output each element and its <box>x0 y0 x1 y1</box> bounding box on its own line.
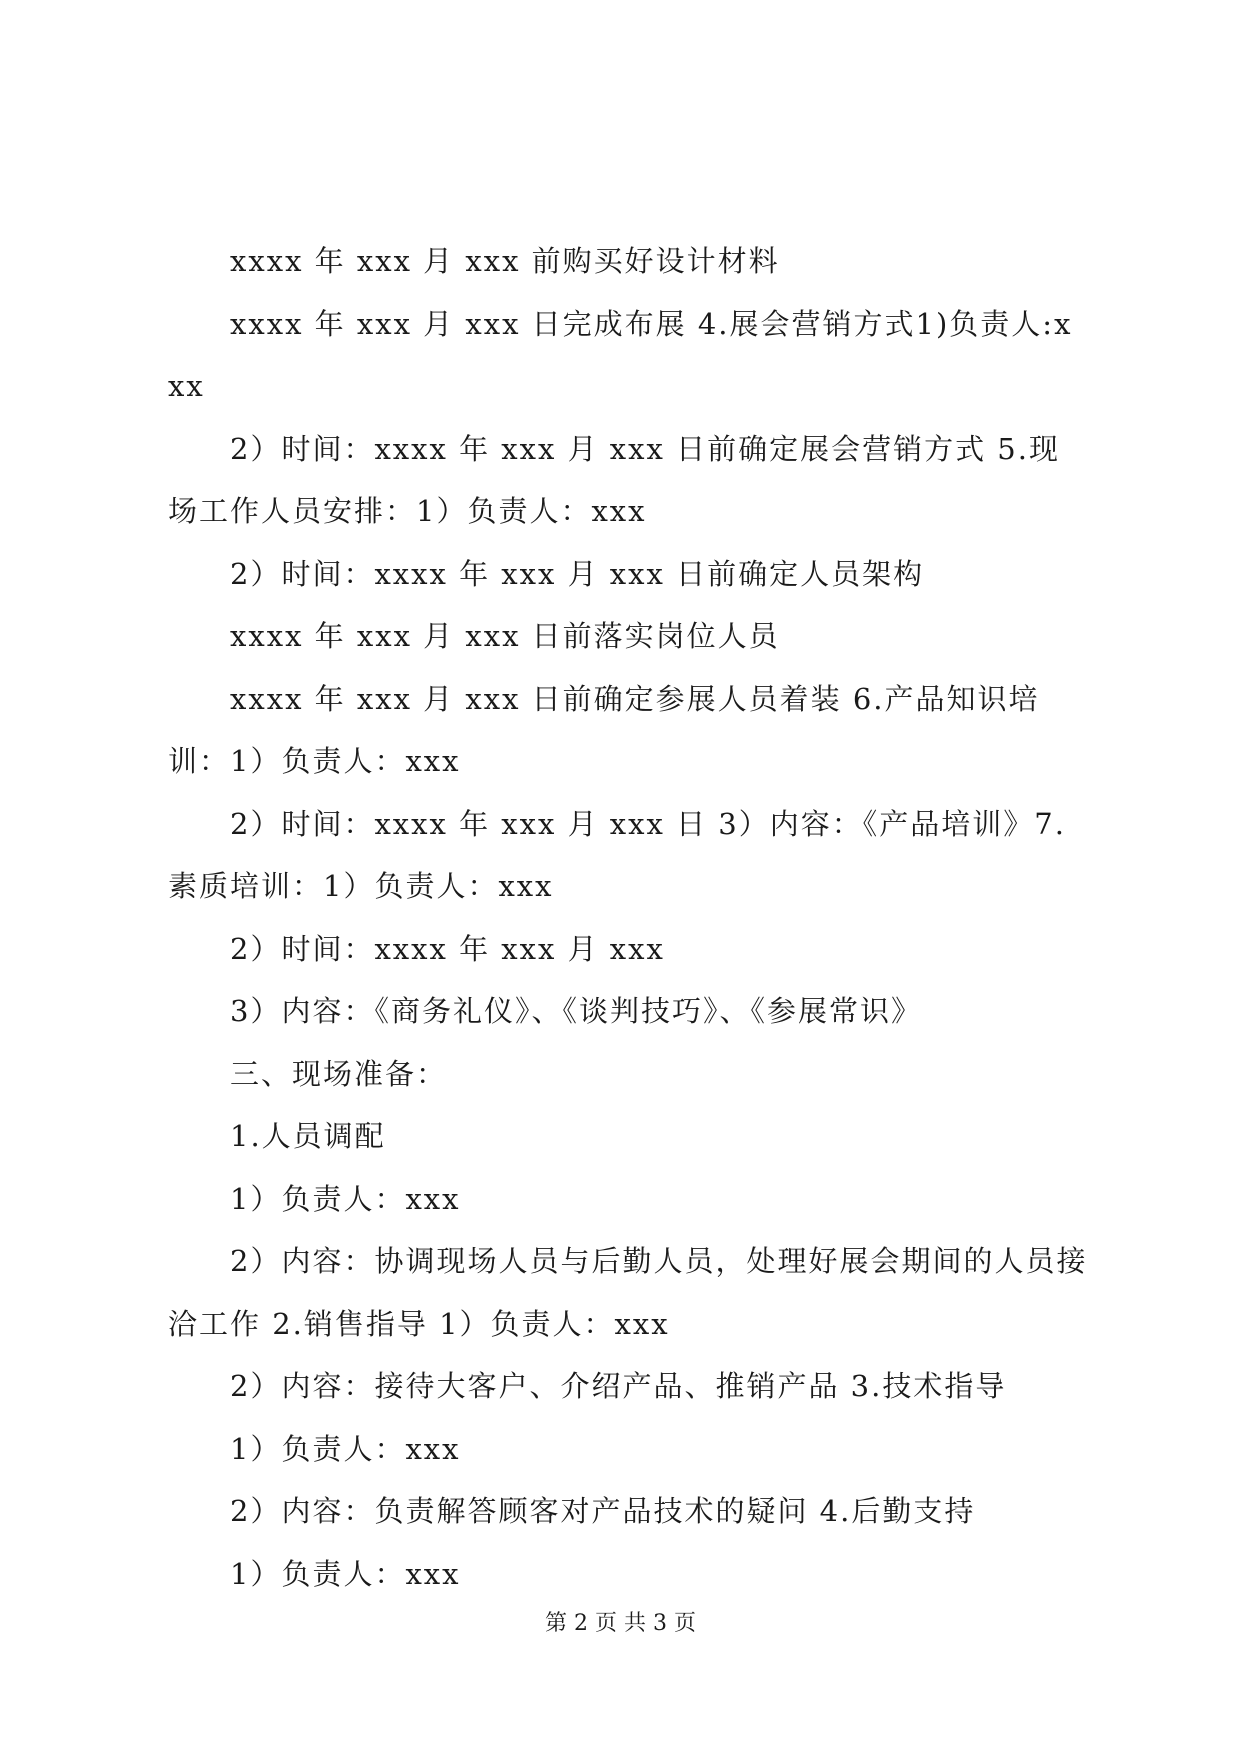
paragraph: xxxx 年 xxx 月 xxx 日完成布展 4.展会营销方式1)负责人:xxx <box>168 306 1073 403</box>
paragraph: 2）内容：负责解答顾客对产品技术的疑问 4.后勤支持 <box>230 1494 976 1528</box>
paragraph: xxxx 年 xxx 月 xxx 日前落实岗位人员 <box>230 619 780 653</box>
paragraph: 1.人员调配 <box>230 1119 386 1153</box>
paragraph: 1）负责人：xxx <box>230 1556 461 1591</box>
paragraph: 2）内容：协调现场人员与后勤人员，处理好展会期间的人员接洽工作 2.销售指导 1）负责人：xxx <box>168 1244 1088 1341</box>
document-body <box>168 230 1088 1605</box>
page-footer: 第 2 页 共 3 页 <box>545 1611 696 1636</box>
paragraph: 2）时间：xxxx 年 xxx 月 xxx 日 3）内容：《产品培训》7.素质培训：1）负责人：xxx <box>168 806 1066 903</box>
paragraph: 1）负责人：xxx <box>230 1181 461 1216</box>
paragraph: 2）时间：xxxx 年 xxx 月 xxx <box>230 931 665 966</box>
paragraph: 1）负责人：xxx <box>230 1431 461 1466</box>
paragraph: xxxx 年 xxx 月 xxx 日前确定参展人员着装 6.产品知识培训：1）负责人：xxx <box>168 681 1040 778</box>
paragraph: 3）内容：《商务礼仪》、《谈判技巧》、《参展常识》 <box>230 994 922 1028</box>
section-heading: 三、现场准备： <box>230 1056 448 1091</box>
paragraph: 2）时间：xxxx 年 xxx 月 xxx 日前确定人员架构 <box>230 556 925 591</box>
paragraph: xxxx 年 xxx 月 xxx 前购买好设计材料 <box>230 244 780 278</box>
paragraph: 2）时间：xxxx 年 xxx 月 xxx 日前确定展会营销方式 5.现场工作人员安排：1）负责人：xxx <box>168 431 1060 528</box>
paragraph: 2）内容：接待大客户、介绍产品、推销产品 3.技术指导 <box>230 1369 1007 1403</box>
